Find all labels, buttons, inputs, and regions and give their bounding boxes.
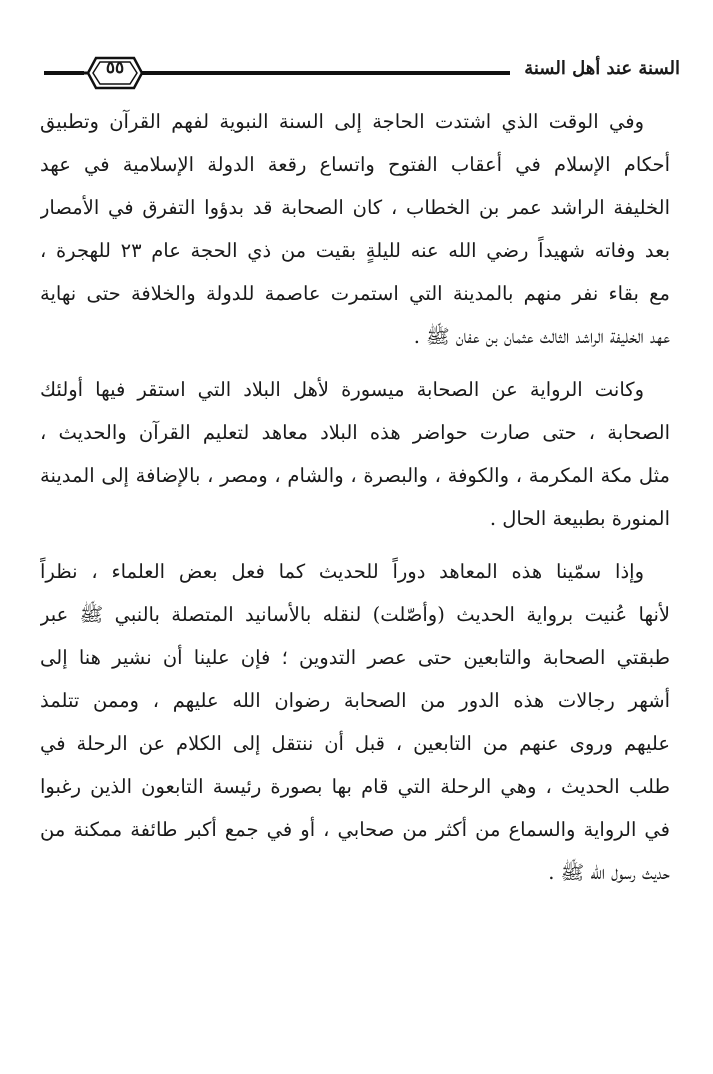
text-line: أشهر رجالات هذه الدور من الصحابة رضوان الله عليهم ، وممن تتلمذ: [40, 689, 670, 712]
running-header: [44, 52, 680, 96]
text-line: لأنها عُنيت برواية الحديث (وأصّلت) لنقله بالأسانيد المتصلة بالنبي ﷺ عبر: [40, 603, 670, 626]
text-line: طلب الحديث ، وهي الرحلة التي قام بها بصورة رئيسة التابعون الذين رغبوا: [40, 775, 670, 798]
text-line: طبقتي الصحابة والتابعين حتى عصر التدوين ؛ فإن علينا أن نشير هنا إلى: [40, 646, 670, 669]
text-line: مع بقاء نفر منهم بالمدينة التي استمرت عاصمة للدولة والخلافة حتى نهاية: [40, 282, 670, 305]
text-line: بعد وفاته شهيداً رضي الله عنه لليلةٍ بقيت من ذي الحجة عام ٢٣ للهجرة ،: [40, 239, 670, 262]
body-text: [40, 100, 670, 894]
text-line: عليهم وروى عنهم من التابعين ، قبل أن ننتقل إلى الكلام عن الرحلة في: [40, 732, 670, 755]
text-line: الصحابة ، حتى صارت حواضر هذه البلاد معاهد لتعليم القرآن والحديث ،: [40, 421, 670, 444]
text-line: وإذا سمّينا هذه المعاهد دوراً للحديث كما فعل بعض العلماء ، نظراً: [40, 560, 644, 583]
text-line: حديث رسول الله ﷺ .: [548, 861, 670, 884]
text-line: في الرواية والسماع من أكثر من صحابي ، أو في جمع أكبر طائفة ممكنة من: [40, 818, 670, 841]
text-line: مثل مكة المكرمة ، والكوفة ، والبصرة ، والشام ، ومصر ، بالإضافة إلى المدينة: [40, 464, 670, 487]
header-title: السنة عند أهل السنة: [524, 58, 680, 79]
header-rule-left: [44, 71, 84, 75]
text-line: المنورة بطبيعة الحال .: [489, 507, 670, 530]
text-line: الخليفة الراشد عمر بن الخطاب ، كان الصحابة قد بدؤوا التفرق في الأمصار: [40, 196, 670, 219]
header-rule: [142, 71, 510, 75]
page-number: ٥٥: [105, 58, 125, 78]
paragraph-2: [40, 368, 670, 540]
text-line: أحكام الإسلام في أعقاب الفتوح واتساع رقعة الدولة الإسلامية في عهد: [40, 153, 670, 176]
paragraph-1: [40, 100, 670, 358]
text-line: عهد الخليفة الراشد الثالث عثمان بن عفان ﷺ .: [413, 325, 670, 348]
text-line: وفي الوقت الذي اشتدت الحاجة إلى السنة النبوية لفهم القرآن وتطبيق: [40, 110, 644, 133]
paragraph-3: [40, 550, 670, 894]
text-line: وكانت الرواية عن الصحابة ميسورة لأهل البلاد التي استقر فيها أولئك: [40, 378, 644, 401]
